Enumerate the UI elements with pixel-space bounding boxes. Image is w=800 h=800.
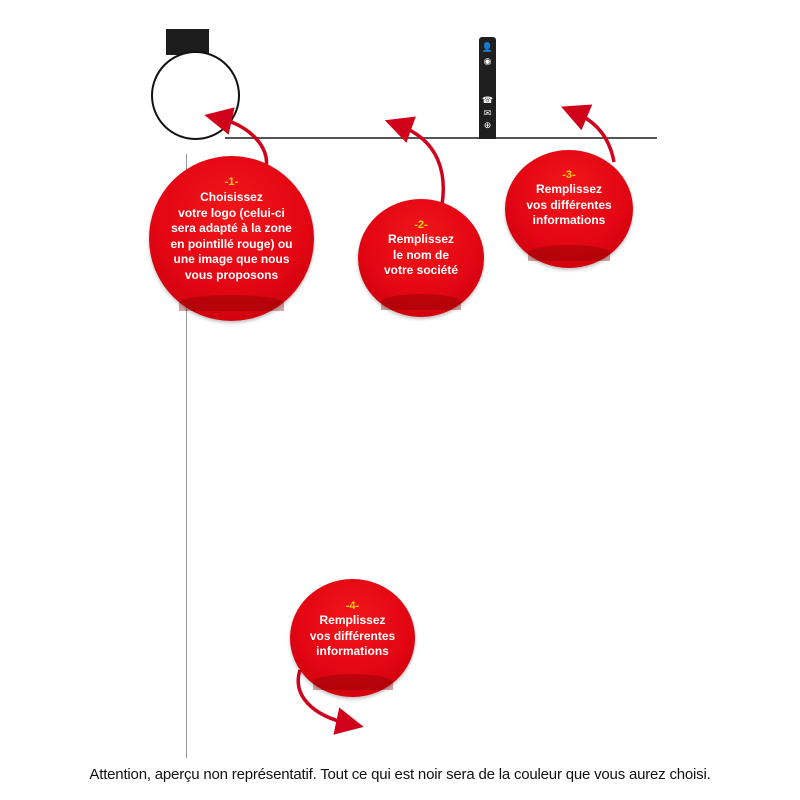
step-number: -3-: [562, 169, 576, 181]
location-pin-icon: ◉: [483, 56, 492, 66]
step-number: -1-: [224, 176, 239, 188]
step-text: Remplissez vos différentes informations: [309, 613, 396, 658]
step-1-bubble: [149, 156, 314, 321]
step-number: -2-: [414, 219, 428, 231]
step-text: Remplissez le nom de votre société: [383, 232, 459, 277]
sticker-curl: [179, 295, 285, 311]
step-4-bubble: [290, 579, 415, 697]
step-2-bubble: [358, 199, 484, 317]
mail-icon: ✉: [483, 108, 492, 118]
step-3-bubble: [505, 150, 633, 268]
sticker-curl: [528, 245, 610, 261]
logo-area[interactable]: [151, 51, 240, 140]
step-text: Choisissez votre logo (celui-ci sera adapté à la zone en pointillé rouge) ou une image que nous vous proposons: [170, 190, 293, 282]
step-text: Remplissez vos différentes informations: [526, 182, 612, 227]
card-top-edge: [225, 137, 657, 139]
disclaimer-text: Attention, aperçu non représentatif. Tout ce qui est noir sera de la couleur que vous aurez choisi.: [89, 766, 711, 783]
globe-icon: ⊕: [483, 120, 492, 130]
phone-icon: ☎: [481, 95, 494, 105]
sticker-curl: [313, 674, 393, 690]
info-icon-strip: [479, 37, 496, 139]
step-number: -4-: [345, 600, 360, 612]
sticker-curl: [381, 294, 462, 310]
person-icon: 👤: [481, 42, 494, 52]
